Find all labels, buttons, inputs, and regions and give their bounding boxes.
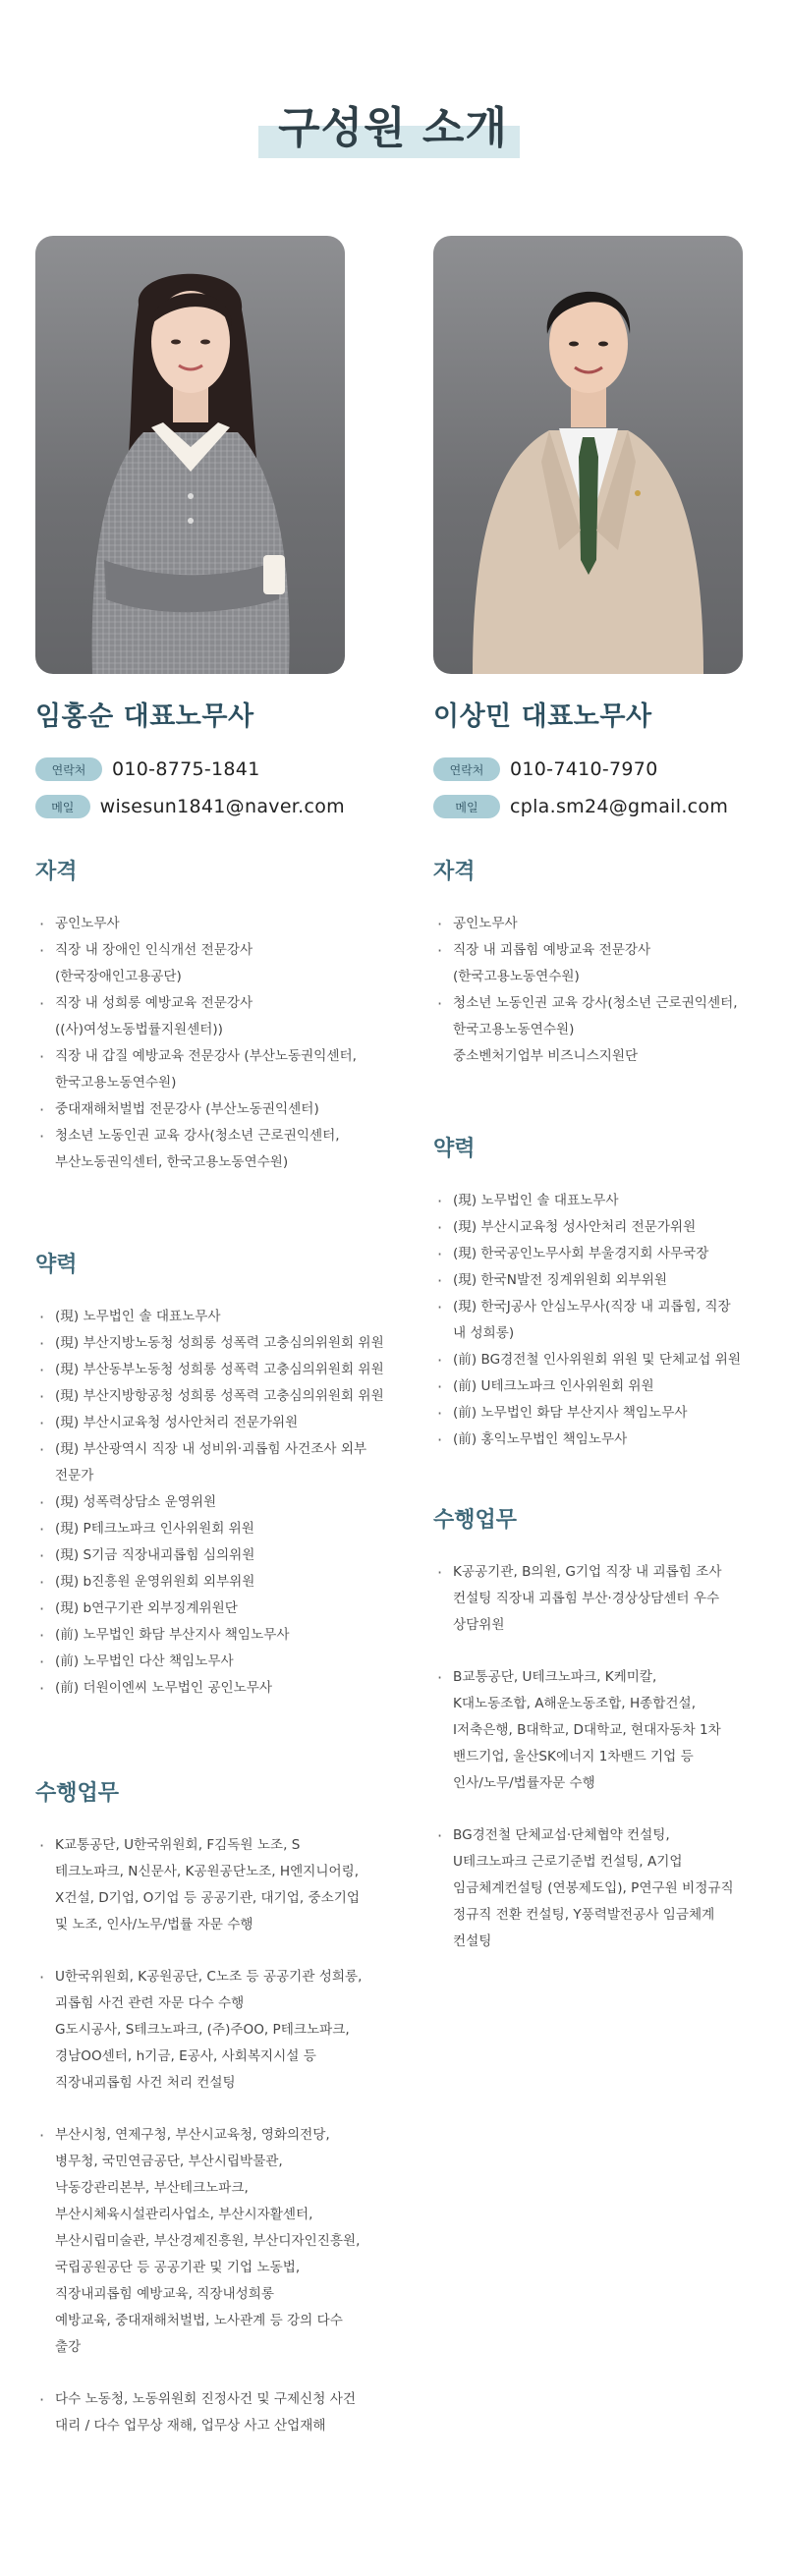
- list-item: · (現) 부산시교육청 성사안처리 전문가위원: [433, 1214, 767, 1241]
- list-item: · (現) 부산시교육청 성사안처리 전문가위원: [35, 1410, 399, 1436]
- list-item: · (現) 한국공인노무사회 부울경지회 사무국장: [433, 1241, 767, 1267]
- member-card-1: [433, 236, 743, 829]
- list-item: · 부산시청, 연제구청, 부산시교육청, 영화의전당, 병무청, 국민연금공단, 부산시립박물관, 낙동강관리본부, 부산테크노파크, 부산시체육시설관리사업소, 부산시자활센터, 부산시립미술관, 부산경제진흥원, 부산디자인진흥원, 국립공원공단 등 공공기관 및 기업 노동법, 직장내괴롭힘 예방교육, 직장내성희롱 예방교육, 중대재해처벌법, 노사관계 등 강의 다수 출강: [35, 2122, 399, 2361]
- phone-number[interactable]: 010-7410-7970: [510, 758, 658, 780]
- list-item: · (現) b진흥원 운영위원회 외부위원: [35, 1569, 399, 1596]
- section-heading: 수행업무: [35, 1781, 120, 1806]
- list-item: · (現) 성폭력상담소 운영위원: [35, 1489, 399, 1516]
- list-item: · (前) U테크노파크 인사위원회 위원: [433, 1373, 767, 1400]
- qualifications-section-right: [433, 855, 767, 1070]
- email-address[interactable]: cpla.sm24@gmail.com: [510, 796, 729, 817]
- list-item: · (現) 부산지방노동청 성희롱 성폭력 고충심의위원회 위원: [35, 1330, 399, 1357]
- list-item: · (現) 한국N발전 징계위원회 외부위원: [433, 1267, 767, 1294]
- list-item: · 청소년 노동인권 교육 강사(청소년 근로권익센터, 한국고용노동연수원) 중소벤처기업부 비즈니스지원단: [433, 990, 767, 1070]
- section-heading: 약력: [433, 1137, 476, 1161]
- list-item: · 공인노무사: [35, 911, 389, 937]
- career-section-left: [35, 1248, 399, 1702]
- list-item: · (前) BG경전철 인사위원회 위원 및 단체교섭 위원: [433, 1347, 767, 1373]
- list-item: · (前) 홍익노무법인 책임노무사: [433, 1427, 767, 1453]
- contact-email-row: [433, 792, 743, 821]
- list-item: · 직장 내 성희롱 예방교육 전문강사 ((사)여성노동법률지원센터)): [35, 990, 389, 1043]
- work-section-left: [35, 1776, 399, 2439]
- contact-block: [35, 755, 345, 821]
- list-item: · K교통공단, U한국위원회, F김독원 노조, S 테크노파크, N신문사, K공원공단노조, H엔지니어링, X건설, D기업, O기업 등 공공기관, 대기업, 중소기업 및 노조, 인사/노무/법률 자문 수행: [35, 1832, 399, 1938]
- contact-email-row: [35, 792, 345, 821]
- list-item: · K공공기관, B의원, G기업 직장 내 괴롭힘 조사 컨설팅 직장내 괴롭힘 부산·경상상담센터 우수 상담위원: [433, 1559, 767, 1639]
- section-heading: 약력: [35, 1253, 78, 1277]
- list-item: · 청소년 노동인권 교육 강사(청소년 근로권익센터, 부산노동권익센터, 한국고용노동연수원): [35, 1123, 389, 1176]
- contact-phone-row: [433, 755, 743, 784]
- phone-number[interactable]: 010-8775-1841: [112, 758, 260, 780]
- career-list: [35, 1304, 399, 1702]
- contact-block: [433, 755, 743, 821]
- list-item: · 직장 내 갑질 예방교육 전문강사 (부산노동권익센터, 한국고용노동연수원): [35, 1043, 389, 1096]
- email-label-badge: 메일: [35, 795, 90, 818]
- portrait-man-icon: [433, 236, 743, 674]
- work-list: [35, 1832, 399, 2439]
- list-item: · (現) 부산지방항공청 성희롱 성폭력 고충심의위원회 위원: [35, 1383, 399, 1410]
- list-item: · (前) 노무법인 화담 부산지사 책임노무사: [433, 1400, 767, 1427]
- qualifications-list: [433, 911, 767, 1070]
- page-header: [0, 96, 786, 161]
- member-name: 이상민 대표노무사: [433, 701, 652, 732]
- list-item: · (前) 노무법인 다산 책임노무사: [35, 1649, 399, 1675]
- list-item: · 직장 내 장애인 인식개선 전문강사 (한국장애인고용공단): [35, 937, 389, 990]
- contact-phone-row: [35, 755, 345, 784]
- member-name: 임홍순 대표노무사: [35, 701, 254, 732]
- email-label-badge: 메일: [433, 795, 500, 818]
- portrait-woman-icon: [35, 236, 345, 674]
- member-card-0: [35, 236, 345, 829]
- work-list: [433, 1559, 767, 1955]
- section-heading: 수행업무: [433, 1508, 518, 1533]
- list-item: · 다수 노동청, 노동위원회 진정사건 및 구제신청 사건 대리 / 다수 업무상 재해, 업무상 사고 산업재해: [35, 2386, 399, 2439]
- list-item: · (現) 노무법인 솔 대표노무사: [35, 1304, 399, 1330]
- section-heading: 자격: [35, 860, 78, 884]
- list-item: · BG경전철 단체교섭·단체협약 컨설팅, U테크노파크 근로기준법 컨설팅, A기업 임금체계컨설팅 (연봉제도입), P연구원 비정규직 정규직 전환 컨설팅, Y풍력발전공사 임금체계 컨설팅: [433, 1822, 767, 1955]
- career-section-right: [433, 1132, 767, 1453]
- list-item: · (前) 더원이엔씨 노무법인 공인노무사: [35, 1675, 399, 1702]
- list-item: · (前) 노무법인 화담 부산지사 책임노무사: [35, 1622, 399, 1649]
- work-section-right: [433, 1503, 767, 1955]
- list-item: · 중대재해처벌법 전문강사 (부산노동권익센터): [35, 1096, 389, 1123]
- list-item: · (現) 한국J공사 안심노무사(직장 내 괴롭힘, 직장 내 성희롱): [433, 1294, 767, 1347]
- phone-label-badge: 연락처: [35, 757, 102, 781]
- list-item: · 공인노무사: [433, 911, 767, 937]
- qualifications-section-left: [35, 855, 389, 1176]
- list-item: · (現) 부산동부노동청 성희롱 성폭력 고충심의위원회 위원: [35, 1357, 399, 1383]
- section-heading: 자격: [433, 860, 476, 884]
- list-item: · (現) S기금 직장내괴롭힘 심의위원: [35, 1542, 399, 1569]
- phone-label-badge: 연락처: [433, 757, 500, 781]
- list-item: · B교통공단, U테크노파크, K케미칼, K대노동조합, A해운노동조합, H종합건설, I저축은행, B대학교, D대학교, 현대자동차 1차 밴드기업, 울산SK에너지 1차밴드 기업 등 인사/노무/법률자문 수행: [433, 1664, 767, 1797]
- list-item: · (現) P테크노파크 인사위원회 위원: [35, 1516, 399, 1542]
- qualifications-list: [35, 911, 389, 1176]
- list-item: · (現) 부산광역시 직장 내 성비위·괴롭힘 사건조사 외부 전문가: [35, 1436, 399, 1489]
- list-item: · (現) b연구기관 외부징계위원단: [35, 1596, 399, 1622]
- list-item: · 직장 내 괴롭힘 예방교육 전문강사 (한국고용노동연수원): [433, 937, 767, 990]
- email-address[interactable]: wisesun1841@naver.com: [99, 796, 345, 817]
- page-title: 구성원 소개: [278, 103, 508, 153]
- list-item: · U한국위원회, K공원공단, C노조 등 공공기관 성희롱, 괴롭힘 사건 관련 자문 다수 수행 G도시공사, S테크노파크, (주)주OO, P테크노파크, 경남OO센터, h기금, E공사, 사회복지시설 등 직장내괴롭힘 사건 처리 컨설팅: [35, 1964, 399, 2097]
- list-item: · (現) 노무법인 솔 대표노무사: [433, 1188, 767, 1214]
- career-list: [433, 1188, 767, 1453]
